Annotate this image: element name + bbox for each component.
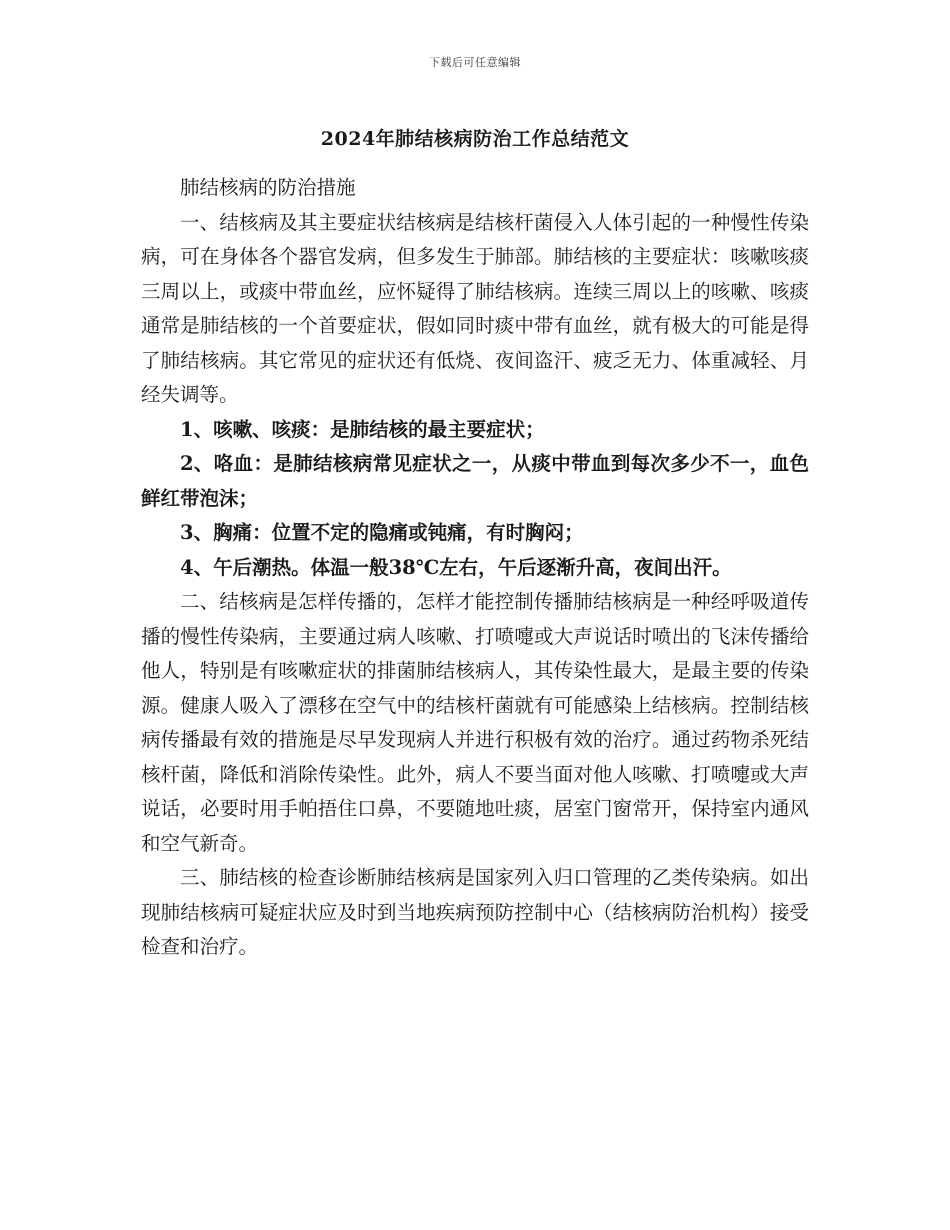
symptom-item-1: 1、咳嗽、咳痰：是肺结核的最主要症状； xyxy=(180,417,545,441)
symptom-item-2: 2、咯血：是肺结核病常见症状之一，从痰中带血到每次多少不一，血色鲜红带泡沫； xyxy=(141,452,809,510)
symptom-item-3: 3、胸痛：位置不定的隐痛或钝痛，有时胸闷； xyxy=(180,521,584,544)
document-title: 2024年肺结核病防治工作总结范文 xyxy=(320,128,630,150)
section-heading: 肺结核病的防治措施 xyxy=(180,176,356,199)
paragraph-symptoms: 一、结核病及其主要症状结核病是结核杆菌侵入人体引起的一种慢性传染病，可在身体各个器官发病，但多发生于肺部。肺结核的主要症状：咳嗽咳痰三周以上，或痰中带血丝，应怀疑得了肺结核病。连续三周以上的咳嗽、咳痰通常是肺结核的一个首要症状，假如同时痰中带有血丝，就有极大的可能是得了肺结核病。其它常见的症状还有低烧、夜间盗汗、疲乏无力、体重减轻、月经失调等。 xyxy=(141,210,809,406)
header-note: 下载后可任意编辑 xyxy=(429,56,521,69)
paragraph-diagnosis: 三、肺结核的检查诊断肺结核病是国家列入归口管理的乙类传染病。如出现肺结核病可疑症状应及时到当地疾病预防控制中心（结核病防治机构）接受检查和治疗。 xyxy=(141,866,809,958)
paragraph-transmission: 二、结核病是怎样传播的，怎样才能控制传播肺结核病是一种经呼吸道传播的慢性传染病，主要通过病人咳嗽、打喷嚏或大声说话时喷出的飞沫传播给他人，特别是有咳嗽症状的排菌肺结核病人，其传染性最大，是最主要的传染源。健康人吸入了漂移在空气中的结核杆菌就有可能感染上结核病。控制结核病传播最有效的措施是尽早发现病人并进行积极有效的治疗。通过药物杀死结核杆菌，降低和消除传染性。此外，病人不要当面对他人咳嗽、打喷嚏或大声说话，必要时用手帕捂住口鼻，不要随地吐痰，居室门窗常开，保持室内通风和空气新奇。 xyxy=(141,590,809,855)
symptom-item-4: 4、午后潮热。体温一般38℃左右，午后逐渐升高，夜间出汗。 xyxy=(180,555,732,579)
document-body xyxy=(141,171,809,965)
